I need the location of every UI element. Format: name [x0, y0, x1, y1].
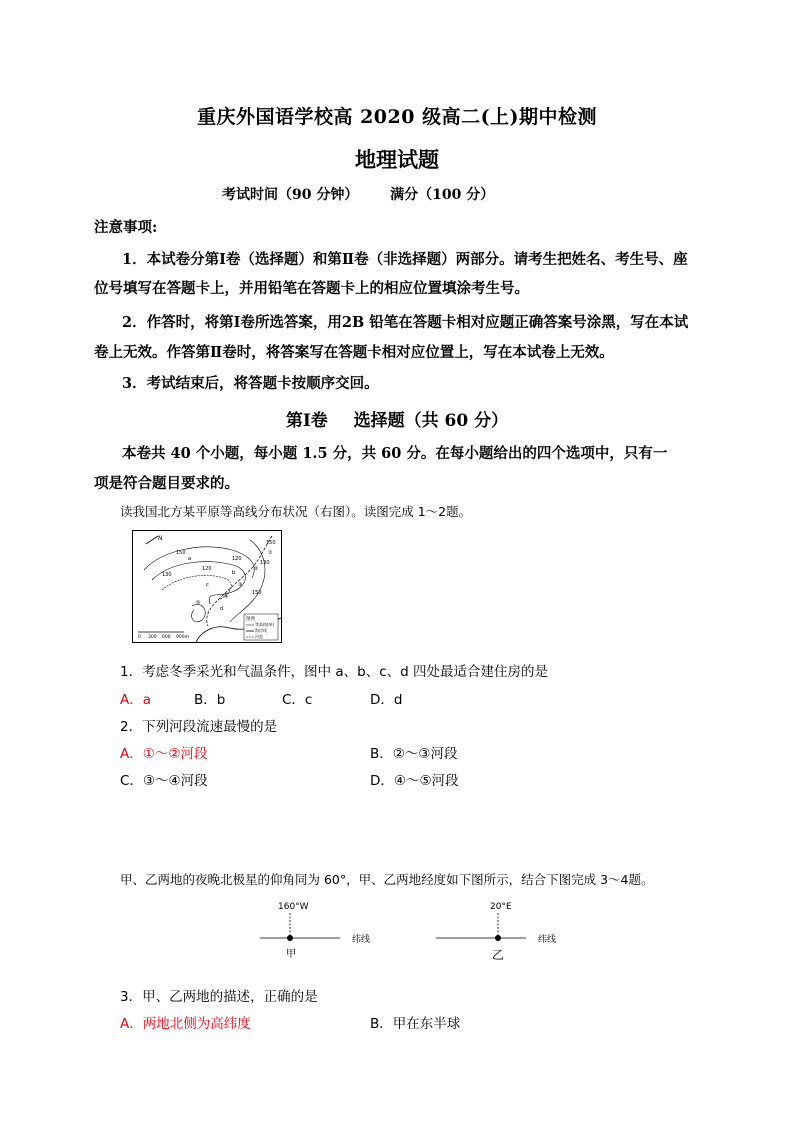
river-mark: ③	[238, 582, 243, 588]
school-title: 重庆外国语学校高 2020 级高二(上)期中检测	[196, 106, 598, 128]
notice-item-2-line-2: 卷上无效。作答第Ⅱ卷时，将答案写在答题卡相对应位置上，写在本试卷上无效。	[94, 344, 614, 361]
question-3-option-a: A．两地北侧为高纬度	[120, 1016, 251, 1032]
exam-time: 考试时间（90 分钟）	[222, 187, 359, 203]
exam-info	[222, 184, 494, 204]
legend-item: 等高线(m)	[255, 622, 275, 627]
contour-label: 150	[252, 590, 262, 596]
notice-item-3: 3．考试结束后，将答题卡按顺序交回。	[122, 375, 379, 392]
question-1-text: 1．考虑冬季采光和气温条件，图中 a、b、c、d 四处最适合建住房的是	[120, 664, 549, 680]
contour-label: 130	[260, 560, 270, 566]
contour-label: 130	[162, 572, 172, 578]
yi-parallel-label: 纬线	[538, 935, 557, 945]
subject-title: 地理试题	[355, 147, 439, 172]
river-mark: ⑤	[196, 600, 201, 606]
question-1-option-c: C．c	[282, 692, 313, 708]
notice-heading: 注意事项:	[94, 219, 158, 236]
question-3-option-b: B．甲在东半球	[370, 1016, 461, 1032]
yi-point	[495, 935, 501, 941]
contour-label: 150	[266, 540, 276, 546]
group-2-stem: 甲、乙两地的夜晚北极星的仰角同为 60°，甲、乙两地经度如下图所示，结合下图完成 3～4题。	[120, 872, 654, 887]
contour-label: 120	[232, 556, 242, 562]
question-2-text: 2．下列河段流速最慢的是	[120, 719, 278, 735]
point-c: c	[206, 582, 209, 588]
jia-name: 甲	[286, 949, 296, 960]
scale-label: 900m	[176, 635, 189, 640]
point-b: b	[232, 570, 236, 576]
river-mark: ②	[254, 566, 259, 572]
river-mark: ①	[268, 550, 273, 556]
contour-label: 150	[176, 550, 186, 556]
group-1-stem: 读我国北方某平原等高线分布状况（右图）。读图完成 1～2题。	[120, 504, 472, 519]
question-1-option-d: D．d	[370, 692, 403, 708]
contour-label: 120	[202, 566, 212, 572]
notice-item-1-line-2: 位号填写在答题卡上，并用铅笔在答题卡上的相应位置填涂考生号。	[94, 280, 529, 297]
latitude-figure	[250, 895, 570, 970]
section-1-intro-line-2: 项是符合题目要求的。	[94, 475, 239, 492]
question-2-option-b: B．②～③河段	[370, 746, 458, 762]
point-d: d	[220, 606, 224, 612]
jia-parallel-label: 纬线	[352, 935, 371, 945]
scale-label: 600	[162, 635, 171, 640]
question-2-option-c: C．③～④河段	[120, 773, 208, 789]
yi-name: 乙	[492, 948, 505, 962]
jia-point	[287, 935, 293, 941]
river-mark: ④	[224, 594, 229, 600]
notice-item-1-line-1: 1．本试卷分第Ⅰ卷（选择题）和第Ⅱ卷（非选择题）两部分。请考生把姓名、考生号、座	[122, 251, 688, 268]
north-label: N	[158, 535, 163, 542]
legend-item: 海岸线	[255, 628, 267, 633]
contour-map	[132, 530, 282, 643]
question-2-option-a: A．①～②河段	[120, 746, 208, 762]
legend-title: 图例	[246, 617, 255, 622]
question-1-option-a: A．a	[120, 692, 152, 708]
notice-item-2-line-1: 2．作答时，将第Ⅰ卷所选答案，用2B 铅笔在答题卡相对应题正确答案号涂黑，写在本试	[122, 314, 689, 331]
legend-item: 河流	[255, 634, 263, 639]
jia-longitude: 160°W	[278, 902, 309, 912]
scale-label: 300	[148, 635, 157, 640]
question-3-text: 3．甲、乙两地的描述，正确的是	[120, 989, 318, 1005]
section-1-label: 第Ⅰ卷	[285, 411, 328, 431]
section-1-intro-line-1: 本卷共 40 个小题，每小题 1.5 分，共 60 分。在每小题给出的四个选项中，只有一	[122, 445, 668, 462]
section-1-title	[0, 406, 794, 431]
point-a: a	[188, 556, 192, 562]
section-1-subtitle: 选择题（共 60 分）	[353, 411, 509, 431]
scale-label: 0	[138, 635, 141, 640]
question-1-option-b: B．b	[194, 692, 226, 708]
yi-longitude: 20°E	[490, 902, 512, 912]
question-2-option-d: D．④～⑤河段	[370, 773, 459, 789]
full-score: 满分（100 分）	[390, 187, 495, 203]
